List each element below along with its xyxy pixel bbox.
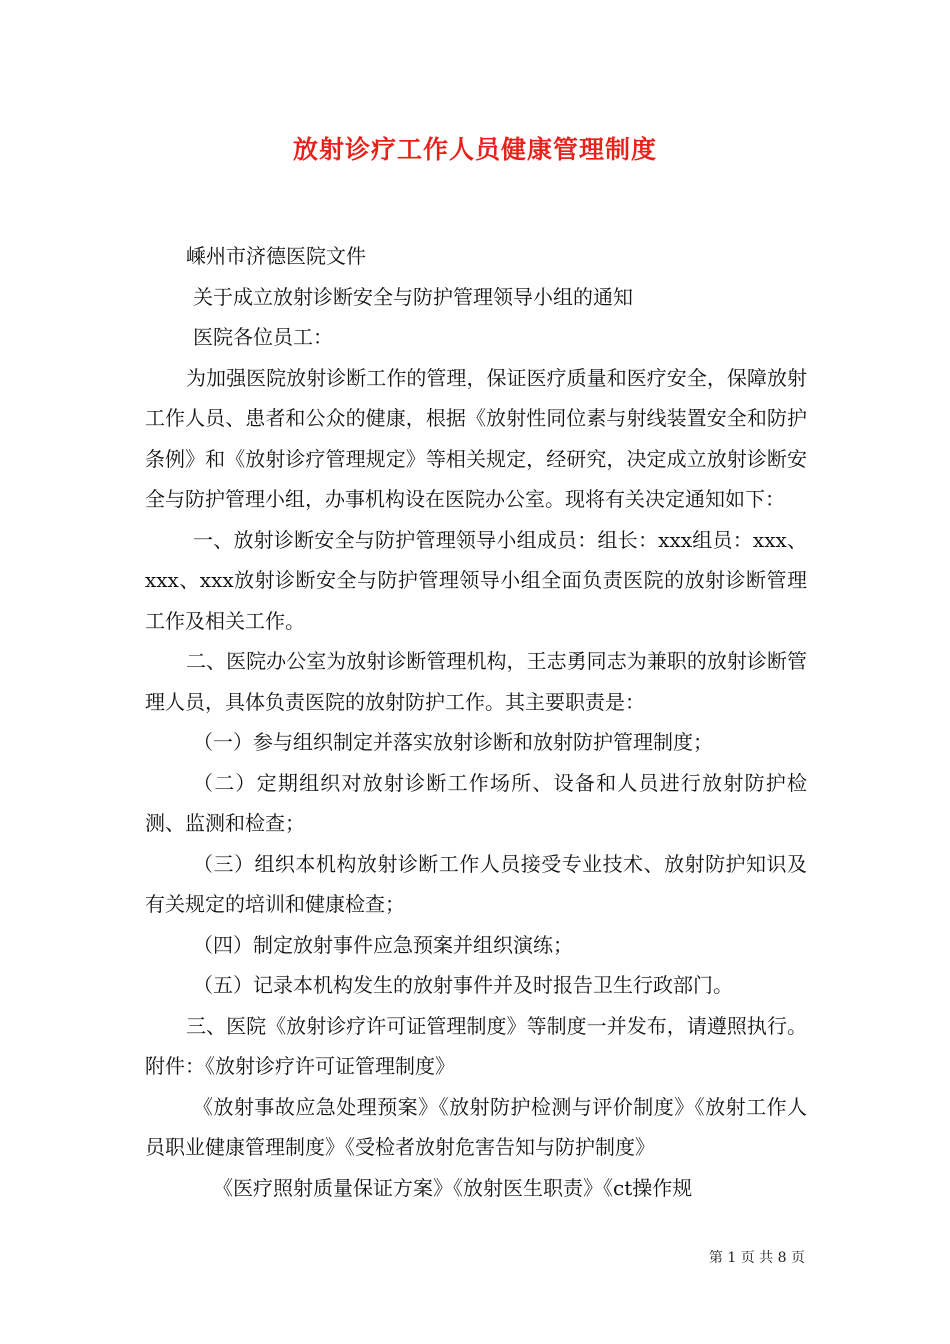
paragraph-duty-3: （三）组织本机构放射诊断工作人员接受专业技术、放射防护知识及有关规定的培训和健康检查； xyxy=(145,851,807,916)
paragraph-duty-1: （一）参与组织制定并落实放射诊断和放射防护管理制度； xyxy=(193,730,713,754)
paragraph-salutation: 医院各位员工： xyxy=(193,325,333,349)
page-indicator: 第 1 页 共 8 页 xyxy=(708,1250,805,1266)
paragraph-attachments-1: 《放射事故应急处理预案》《放射防护检测与评价制度》《放射工作人员职业健康管理制度》《受检者放射危害告知与防护制度》 xyxy=(145,1094,807,1159)
document-body xyxy=(145,236,807,1208)
paragraph-section-3: 三、医院《放射诊疗许可证管理制度》等制度一并发布，请遵照执行。附件：《放射诊疗许可证管理制度》 xyxy=(145,1013,807,1078)
paragraph-duty-5: （五）记录本机构发生的放射事件并及时报告卫生行政部门。 xyxy=(193,973,733,997)
paragraph-duty-2: （二）定期组织对放射诊断工作场所、设备和人员进行放射防护检测、监测和检查； xyxy=(145,770,807,835)
paragraph-notice-title: 关于成立放射诊断安全与防护管理领导小组的通知 xyxy=(193,284,633,309)
paragraph-section-2: 二、医院办公室为放射诊断管理机构，王志勇同志为兼职的放射诊断管理人员，具体负责医院的放射防护工作。其主要职责是： xyxy=(145,649,807,714)
paragraph-duty-4: （四）制定放射事件应急预案并组织演练； xyxy=(193,932,573,957)
paragraph-section-1: 一、放射诊断安全与防护管理领导小组成员：组长：xxx组员：xxx、xxx、xxx放射诊断安全与防护管理领导小组全面负责医院的放射诊断管理工作及相关工作。 xyxy=(145,527,807,633)
document-title: 放射诊疗工作人员健康管理制度 xyxy=(292,135,657,164)
paragraph-attachments-2: 《医疗照射质量保证方案》《放射医生职责》《ct操作规 xyxy=(213,1175,693,1200)
paragraph-issuer: 嵊州市济德医院文件 xyxy=(186,244,366,268)
paragraph-intro: 为加强医院放射诊断工作的管理，保证医疗质量和医疗安全，保障放射工作人员、患者和公众的健康，根据《放射性同位素与射线装置安全和防护条例》和《放射诊疗管理规定》等相关规定，经研究，决定成立放射诊断安全与防护管理小组，办事机构设在医院办公室。现将有关决定通知如下： xyxy=(145,365,807,511)
